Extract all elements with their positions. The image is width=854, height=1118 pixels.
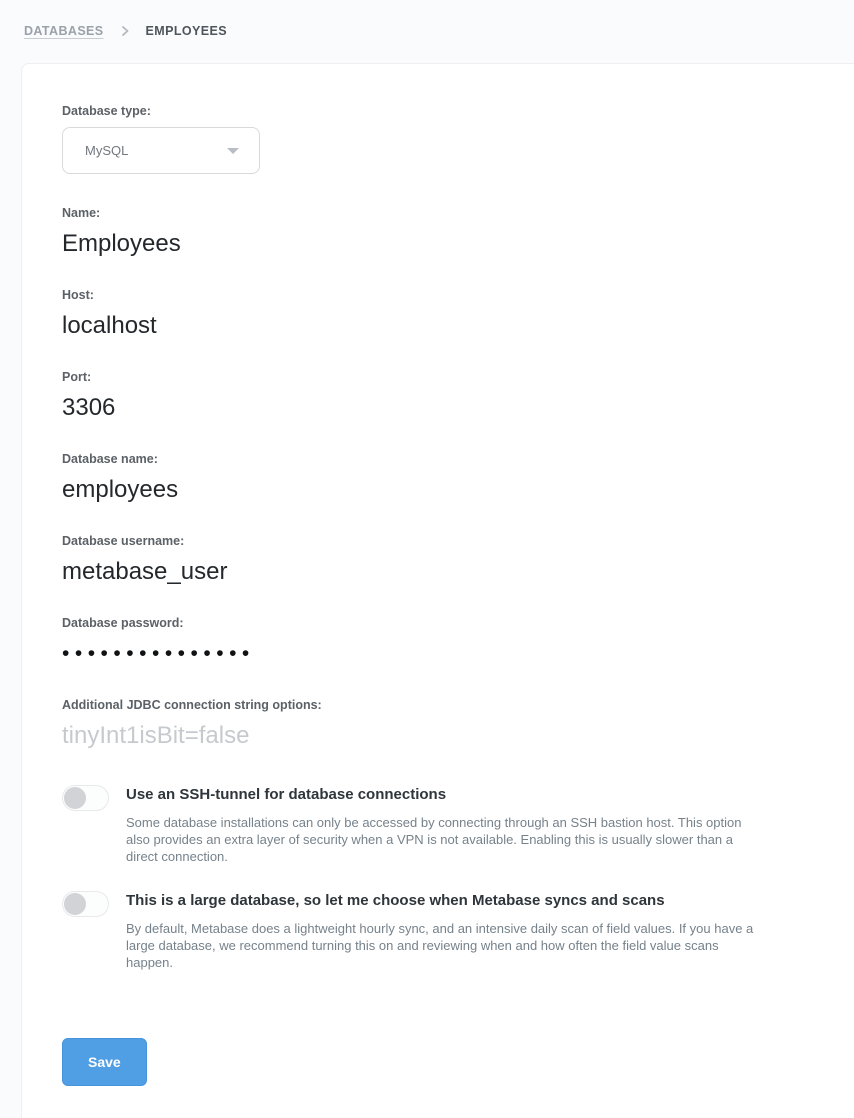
jdbc-options-field-group (62, 698, 827, 753)
database-username-input[interactable] (62, 555, 492, 589)
database-name-input[interactable] (62, 473, 492, 507)
jdbc-options-input[interactable] (62, 719, 492, 753)
large-database-title: This is a large database, so let me choose when Metabase syncs and scans (126, 891, 665, 909)
breadcrumb-current-employees: EMPLOYEES (145, 24, 227, 38)
host-label: Host: (62, 288, 94, 302)
database-type-selected-value: MySQL (85, 143, 129, 158)
name-label: Name: (62, 206, 101, 220)
database-name-label: Database name: (62, 452, 158, 466)
toggle-knob (64, 787, 86, 809)
large-database-text (126, 889, 827, 971)
database-username-field-group (62, 534, 827, 589)
host-input[interactable] (62, 309, 492, 343)
database-type-label: Database type: (62, 104, 151, 118)
database-username-label: Database username: (62, 534, 185, 548)
database-password-input[interactable] (62, 637, 492, 671)
database-password-field-group (62, 616, 827, 671)
large-database-toggle[interactable] (62, 891, 109, 917)
ssh-tunnel-description: Some database installations can only be accessed by connecting through an SSH bastion host. This option also provides an extra layer of security when a VPN is not available. Enabling this is usually slower than a direct connection. (126, 814, 742, 864)
database-type-select[interactable] (62, 127, 260, 174)
toggle-knob (64, 893, 86, 915)
jdbc-options-label: Additional JDBC connection string options: (62, 698, 322, 712)
chevron-right-icon (119, 25, 131, 37)
breadcrumb-link-databases[interactable]: DATABASES (24, 24, 104, 38)
database-password-label: Database password: (62, 616, 184, 630)
ssh-tunnel-toggle[interactable] (62, 785, 109, 811)
database-form-card (21, 63, 854, 1118)
port-field-group (62, 370, 827, 425)
chevron-down-icon (227, 148, 239, 154)
save-button[interactable]: Save (62, 1038, 147, 1086)
database-type-field (62, 104, 827, 174)
name-field-group (62, 206, 827, 261)
database-name-field-group (62, 452, 827, 507)
large-database-description: By default, Metabase does a lightweight hourly sync, and an intensive daily scan of field values. If you have a large database, we recommend turning this on and reviewing when and how often the field value scans happen. (126, 920, 754, 970)
port-label: Port: (62, 370, 92, 384)
host-field-group (62, 288, 827, 343)
ssh-tunnel-title: Use an SSH-tunnel for database connections (126, 786, 447, 803)
ssh-tunnel-section (62, 783, 827, 865)
port-input[interactable] (62, 391, 492, 425)
large-database-section (62, 889, 827, 971)
name-input[interactable] (62, 227, 492, 261)
ssh-tunnel-text (126, 783, 827, 865)
breadcrumb (0, 0, 854, 46)
